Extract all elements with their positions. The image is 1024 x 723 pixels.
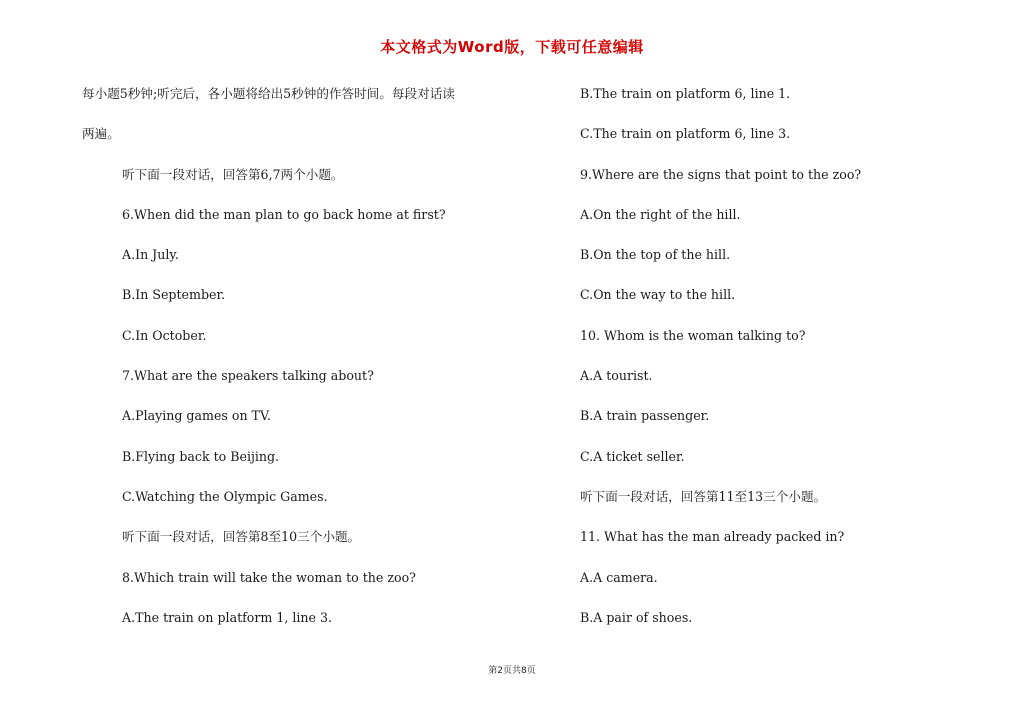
question-8: 8.Which train will take the woman to the zoo?: [122, 569, 416, 585]
option-7b: B.Flying back to Beijing.: [122, 448, 280, 464]
option-7c: C.Watching the Olympic Games.: [122, 488, 328, 504]
option-6b: B.In September.: [122, 287, 226, 303]
option-8b: B.The train on platform 6, line 1.: [580, 86, 791, 101]
option-6a: A.In July.: [122, 247, 179, 263]
text-line: 每小题5秒钟;听完后，各小题将给出5秒钟的作答时间。每段对话读: [82, 86, 455, 101]
option-11a: A.A camera.: [580, 569, 658, 585]
option-10a: A.A tourist.: [580, 368, 653, 384]
question-6: 6.When did the man plan to go back home at first?: [122, 206, 446, 222]
option-9a: A.On the right of the hill.: [580, 206, 741, 222]
section-instruction: 听下面一段对话，回答第6,7两个小题。: [122, 166, 344, 182]
option-11b: B.A pair of shoes.: [580, 609, 693, 625]
section-instruction: 听下面一段对话，回答第8至10三个小题。: [122, 529, 361, 545]
option-6c: C.In October.: [122, 327, 207, 343]
option-10c: C.A ticket seller.: [580, 448, 685, 464]
left-column: [82, 82, 522, 646]
option-9b: B.On the top of the hill.: [580, 247, 731, 263]
option-8c: C.The train on platform 6, line 3.: [580, 126, 791, 142]
option-10b: B.A train passenger.: [580, 408, 710, 424]
section-instruction: 听下面一段对话，回答第11至13三个小题。: [580, 488, 827, 504]
question-10: 10. Whom is the woman talking to?: [580, 327, 806, 343]
question-11: 11. What has the man already packed in?: [580, 529, 845, 545]
right-column: [580, 82, 1000, 646]
question-9: 9.Where are the signs that point to the zoo?: [580, 166, 862, 182]
document-header-title: 本文格式为Word版，下载可任意编辑: [380, 38, 644, 56]
text-line: 两遍。: [82, 126, 120, 142]
question-7: 7.What are the speakers talking about?: [122, 368, 374, 384]
option-9c: C.On the way to the hill.: [580, 287, 736, 303]
option-7a: A.Playing games on TV.: [122, 408, 271, 424]
page-number: 第2页共8页: [488, 666, 536, 676]
option-8a: A.The train on platform 1, line 3.: [122, 609, 333, 625]
